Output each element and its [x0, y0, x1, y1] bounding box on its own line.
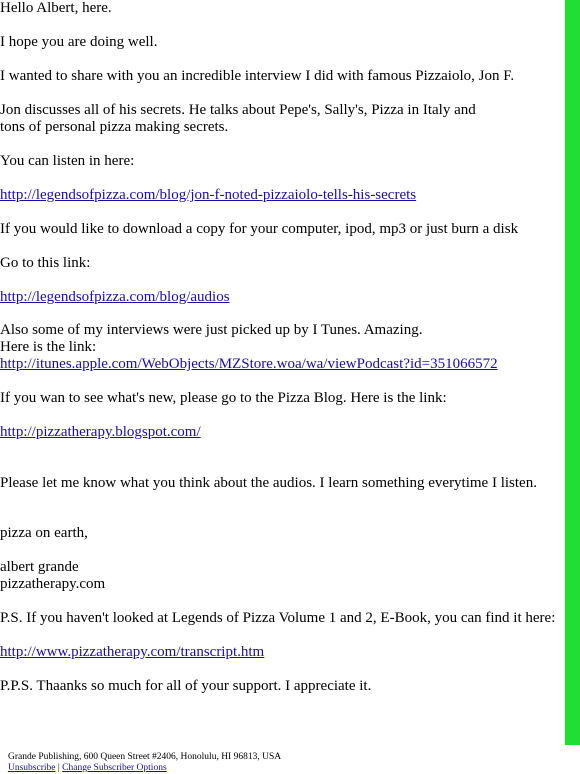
itunes-line-2: Here is the link: [0, 339, 97, 355]
listen-link[interactable]: http://legendsofpizza.com/blog/jon-f-noted-pizzaiolo-tells-his-secrets [0, 187, 417, 203]
signoff: pizza on earth, [0, 525, 88, 541]
side-accent-bar [565, 0, 580, 745]
audios-link[interactable]: http://legendsofpizza.com/blog/audios [0, 289, 230, 305]
footer [8, 752, 281, 774]
hope-line: I hope you are doing well. [0, 34, 158, 50]
download-line: If you would like to download a copy for your computer, ipod, mp3 or just burn a disk [0, 221, 519, 237]
share-line: I wanted to share with you an incredible interview I did with famous Pizzaiolo, Jon F. [0, 68, 515, 84]
itunes-link[interactable]: http://itunes.apple.com/WebObjects/MZStore.woa/wa/viewPodcast?id=351066572 [0, 356, 498, 372]
blog-line: If you wan to see what's new, please go to the Pizza Blog. Here is the link: [0, 390, 447, 406]
feedback-line: Please let me know what you think about the audios. I learn something everytime I listen. [0, 475, 537, 491]
footer-separator: | [57, 763, 60, 773]
goto-line: Go to this link: [0, 255, 91, 271]
footer-links [8, 763, 281, 774]
jon-line-2: tons of personal pizza making secrets. [0, 119, 229, 135]
signature-site: pizzatherapy.com [0, 576, 106, 592]
jon-line-1: Jon discusses all of his secrets. He talks about Pepe's, Sally's, Pizza in Italy and [0, 102, 476, 118]
unsubscribe-link[interactable]: Unsubscribe [8, 763, 56, 773]
footer-address: Grande Publishing, 600 Queen Street #2406, Honolulu, HI 96813, USA [8, 752, 282, 762]
change-options-link[interactable]: Change Subscriber Options [62, 763, 167, 773]
transcript-link[interactable]: http://www.pizzatherapy.com/transcript.htm [0, 644, 265, 660]
pps-line: P.P.S. Thaanks so much for all of your support. I appreciate it. [0, 678, 372, 694]
listen-line: You can listen in here: [0, 153, 135, 169]
itunes-line-1: Also some of my interviews were just picked up by I Tunes. Amazing. [0, 322, 423, 338]
blog-link[interactable]: http://pizzatherapy.blogspot.com/ [0, 424, 201, 440]
ps-line: P.S. If you haven't looked at Legends of Pizza Volume 1 and 2, E-Book, you can find it here: [0, 610, 556, 626]
signature-name: albert grande [0, 559, 79, 575]
greeting: Hello Albert, here. [0, 0, 112, 16]
